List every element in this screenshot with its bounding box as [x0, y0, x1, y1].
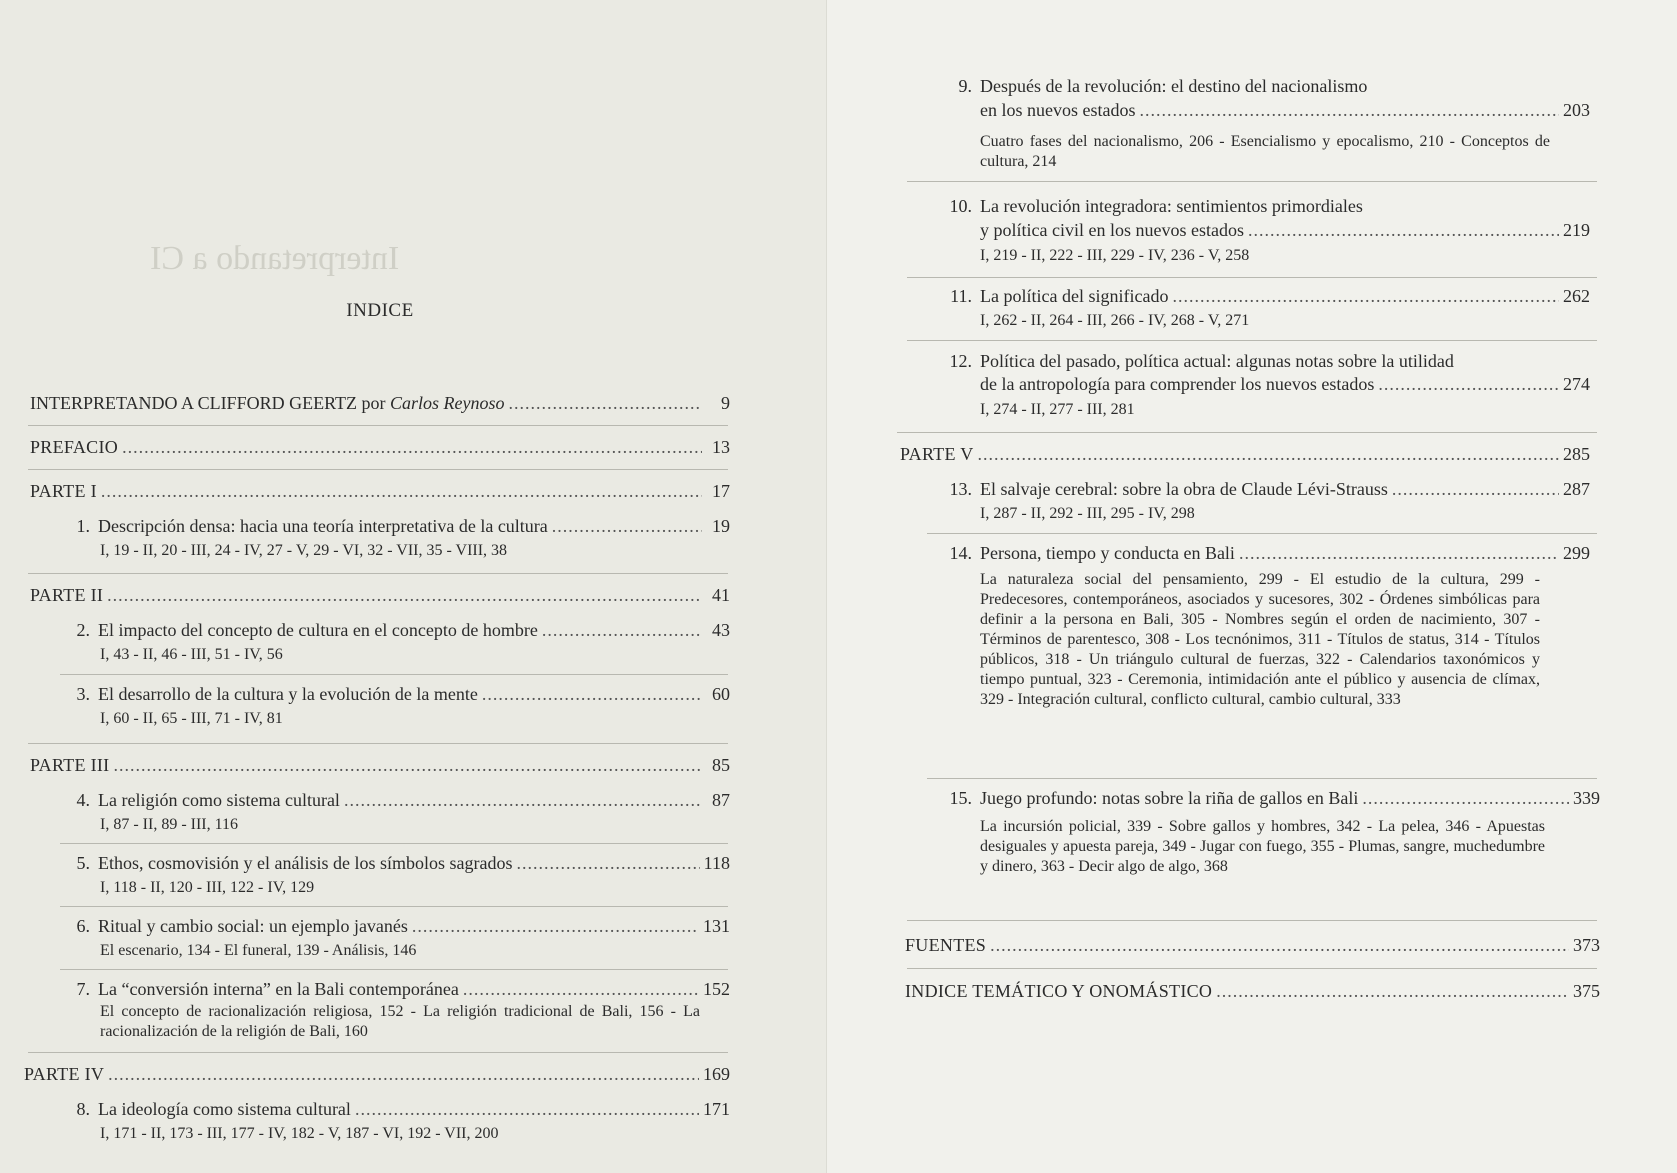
- entry-label: PARTE V: [900, 444, 974, 464]
- entry-title: Descripción densa: hacia una teoría interpretativa de la cultura: [98, 516, 548, 536]
- entry-subsections: La incursión policial, 339 - Sobre gallos y hombres, 342 - La pelea, 346 - Apuestas desiguales y apuesta pareja, 349 - Jugar con fuego, 355 - Plumas, sangre, muchedumbre y dinero, 363 - Decir algo de algo, 368: [980, 818, 1545, 875]
- entry-page: 9: [721, 393, 730, 413]
- toc-entry-8: 8. La ideología como sistema cultural ..... 171: [60, 1098, 730, 1120]
- divider: [28, 743, 728, 744]
- toc-entry-14: 14. Persona, tiempo y conducta en Bali ..... 299: [942, 542, 1590, 564]
- entry-page: 131: [703, 916, 730, 936]
- entry-subsections: I, 171 - II, 173 - III, 177 - IV, 182 - V, 187 - VI, 192 - VII, 200: [100, 1125, 499, 1142]
- entry-page: 203: [1563, 100, 1590, 120]
- entry-subsections: I, 287 - II, 292 - III, 295 - IV, 298: [980, 505, 1195, 522]
- toc-entry-indice-tematico: [905, 980, 1600, 1002]
- entry-title: El impacto del concepto de cultura en el concepto de hombre: [98, 620, 538, 640]
- entry-title: Persona, tiempo y conducta en Bali: [980, 543, 1235, 563]
- entry-subsections: I, 118 - II, 120 - III, 122 - IV, 129: [100, 879, 315, 896]
- entry-page: 287: [1563, 479, 1590, 499]
- entry-page: 152: [703, 979, 730, 999]
- toc-entry-9: [980, 99, 1590, 121]
- divider: [907, 340, 1597, 341]
- toc-entry-parte1: [30, 480, 730, 502]
- toc-entry-12: [980, 373, 1590, 395]
- entry-title: y política civil en los nuevos estados: [980, 220, 1244, 240]
- divider: [897, 432, 1597, 433]
- entry-page: 19: [712, 516, 730, 536]
- divider: [60, 906, 728, 907]
- entry-subsections: La naturaleza social del pensamiento, 299 - El estudio de la cultura, 299 - Predecesores, contemporáneos, asociados y sucesores, 302 - Órdenes simbólicas para definir a la persona en Bali, 305 - Nombres según el orden de nacimiento, 307 - Términos de parentesco, 308 - Los tecnónimos, 311 - Títulos de status, 314 - Títulos públicos, 318 - Un triángulo cultural de fuerzas, 322 - Calendarios taxonómicos y tiempo puntual, 323 - Ceremonia, intimidación ante el público y ausencia de clímax, 329 - Integración cultural, conflicto cultural, cambio cultural, 333: [980, 571, 1540, 708]
- toc-entry-2: 2. El impacto del concepto de cultura en el concepto de hombre ..... 43: [60, 619, 730, 641]
- entry-title-line1: 9. Después de la revolución: el destino del nacionalismo: [958, 76, 1368, 96]
- entry-label: PARTE II: [30, 585, 104, 605]
- entry-title: El salvaje cerebral: sobre la obra de Claude Lévi-Strauss: [980, 479, 1388, 499]
- divider: [927, 533, 1597, 534]
- entry-page: 118: [703, 853, 730, 873]
- entry-page: 285: [1563, 444, 1590, 464]
- divider: [907, 181, 1597, 182]
- toc-entry-3: 3. El desarrollo de la cultura y la evolución de la mente ..... 60: [60, 683, 730, 705]
- toc-entry-parte5: [900, 443, 1590, 465]
- entry-label: INDICE TEMÁTICO Y ONOMÁSTICO: [905, 981, 1213, 1001]
- entry-title: de la antropología para comprender los nuevos estados: [980, 374, 1375, 394]
- toc-entry-15: 15. Juego profundo: notas sobre la riña de gallos en Bali ..... 339: [942, 787, 1600, 809]
- left-page: [0, 0, 826, 1173]
- divider: [907, 920, 1597, 921]
- entry-title: Juego profundo: notas sobre la riña de gallos en Bali: [980, 788, 1359, 808]
- divider: [60, 674, 728, 675]
- entry-label: INTERPRETANDO A CLIFFORD GEERTZ por: [30, 393, 386, 413]
- entry-title: La “conversión interna” en la Bali contemporánea: [98, 979, 459, 999]
- toc-entry-1: 1. Descripción densa: hacia una teoría interpretativa de la cultura ..... 19: [60, 515, 730, 537]
- entry-page: 171: [703, 1099, 730, 1119]
- entry-page: 43: [712, 620, 730, 640]
- toc-entry-7: 7. La “conversión interna” en la Bali contemporánea ..... 152: [60, 978, 730, 1000]
- toc-entry-parte4: [24, 1063, 730, 1085]
- entry-page: 375: [1573, 981, 1600, 1001]
- entry-title: La política del significado: [980, 286, 1169, 306]
- entry-page: 373: [1573, 935, 1600, 955]
- entry-subsections: I, 60 - II, 65 - III, 71 - IV, 81: [100, 710, 283, 727]
- entry-title: La religión como sistema cultural: [98, 790, 340, 810]
- entry-label: PARTE I: [30, 481, 97, 501]
- divider: [28, 573, 728, 574]
- entry-title: El desarrollo de la cultura y la evolución de la mente: [98, 684, 478, 704]
- divider: [60, 843, 728, 844]
- bleed-through-text: Interpretando a CI: [150, 240, 400, 277]
- divider: [907, 277, 1597, 278]
- entry-label: PARTE III: [30, 755, 110, 775]
- entry-subsections: Cuatro fases del nacionalismo, 206 - Esencialismo y epocalismo, 210 - Conceptos de cultura, 214: [980, 133, 1550, 170]
- entry-page: 274: [1563, 374, 1590, 394]
- toc-entry-parte3: [30, 754, 730, 776]
- entry-title: Ritual y cambio social: un ejemplo javanés: [98, 916, 408, 936]
- toc-entry-parte2: [30, 584, 730, 606]
- right-page: [826, 0, 1677, 1173]
- toc-entry-10: [980, 219, 1590, 241]
- entry-page: 13: [712, 437, 730, 457]
- divider: [28, 1052, 728, 1053]
- entry-page: 87: [712, 790, 730, 810]
- entry-title: Ethos, cosmovisión y el análisis de los símbolos sagrados: [98, 853, 513, 873]
- divider: [60, 969, 728, 970]
- entry-subsections: I, 262 - II, 264 - III, 266 - IV, 268 - V, 271: [980, 312, 1250, 329]
- toc-entry-4: 4. La religión como sistema cultural ..... 87: [60, 789, 730, 811]
- entry-title: La ideología como sistema cultural: [98, 1099, 351, 1119]
- index-heading: INDICE: [346, 300, 414, 321]
- entry-page: 85: [712, 755, 730, 775]
- toc-entry-prefacio: [30, 436, 730, 458]
- entry-author: Carlos Reynoso: [389, 393, 505, 413]
- entry-subsections: I, 219 - II, 222 - III, 229 - IV, 236 - V, 258: [980, 247, 1250, 264]
- toc-entry-13: 13. El salvaje cerebral: sobre la obra de Claude Lévi-Strauss ..... 287: [942, 478, 1590, 500]
- entry-title: en los nuevos estados: [980, 100, 1136, 120]
- toc-entry-6: 6. Ritual y cambio social: un ejemplo javanés ..... 131: [60, 915, 730, 937]
- divider: [28, 425, 728, 426]
- entry-page: 169: [703, 1064, 730, 1084]
- toc-entry-5: 5. Ethos, cosmovisión y el análisis de los símbolos sagrados ..... 118: [60, 852, 730, 874]
- entry-page: 41: [712, 585, 730, 605]
- entry-subsections: El escenario, 134 - El funeral, 139 - Análisis, 146: [100, 942, 417, 959]
- entry-title-line1: 12. Política del pasado, política actual: algunas notas sobre la utilidad: [949, 351, 1454, 371]
- entry-page: 60: [712, 684, 730, 704]
- entry-subsections: I, 43 - II, 46 - III, 51 - IV, 56: [100, 646, 283, 663]
- toc-entry-intro: [30, 392, 730, 414]
- entry-page: 299: [1563, 543, 1590, 563]
- entry-label: FUENTES: [905, 935, 987, 955]
- entry-subsections: El concepto de racionalización religiosa, 152 - La religión tradicional de Bali, 156 - La racionalización de la religión de Bali, 160: [100, 1003, 700, 1040]
- divider: [927, 778, 1597, 779]
- divider: [28, 469, 728, 470]
- entry-page: 339: [1573, 788, 1600, 808]
- entry-label: PARTE IV: [24, 1064, 105, 1084]
- divider: [907, 968, 1597, 969]
- entry-page: 17: [712, 481, 730, 501]
- toc-entry-fuentes: [905, 934, 1600, 956]
- entry-page: 219: [1563, 220, 1590, 240]
- toc-entry-11: 11. La política del significado ..... 262: [942, 285, 1590, 307]
- entry-label: PREFACIO: [30, 437, 119, 457]
- entry-subsections: I, 274 - II, 277 - III, 281: [980, 401, 1135, 418]
- entry-subsections: I, 87 - II, 89 - III, 116: [100, 816, 239, 833]
- entry-title-line1: 10. La revolución integradora: sentimientos primordiales: [949, 196, 1363, 216]
- entry-subsections: I, 19 - II, 20 - III, 24 - IV, 27 - V, 29 - VI, 32 - VII, 35 - VIII, 38: [100, 542, 508, 559]
- entry-page: 262: [1563, 286, 1590, 306]
